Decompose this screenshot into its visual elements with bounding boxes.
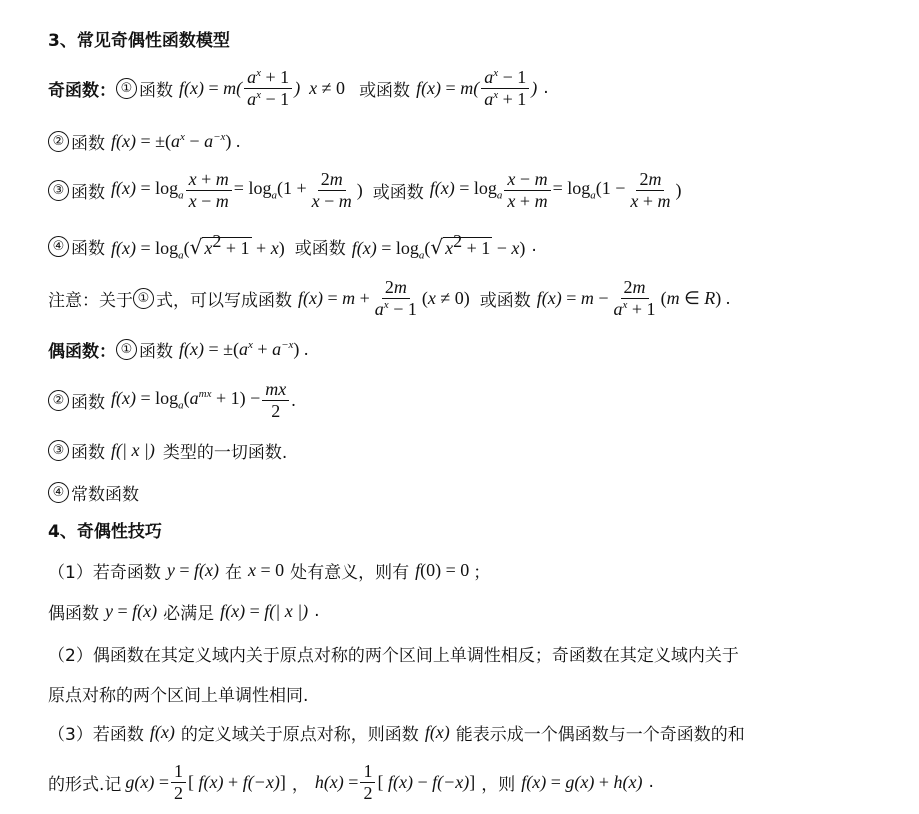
function-word: 函数 — [71, 238, 105, 259]
formula: $f(x) = \log_a(a^{mx} + 1)$ − — [111, 388, 261, 412]
tip-3-line-2 — [48, 760, 654, 804]
formula: [ f(x) + f(−x)] — [188, 771, 286, 792]
tip-text: 的定义域关于原点对称，则函数 — [180, 724, 419, 745]
formula: f(x) = f(| x |) — [220, 600, 309, 621]
formula: ) — [675, 179, 682, 200]
circled-number-1: ① — [116, 78, 137, 99]
period: . — [543, 78, 549, 98]
tip-3-line-1 — [48, 719, 745, 745]
formula: f(x) = g(x) + h(x) — [521, 771, 643, 792]
formula: g(x) = — [125, 771, 170, 792]
odd-function-item-1 — [48, 66, 549, 110]
fraction: $\frac{x - m}{x + m}$ — [504, 170, 550, 211]
fraction: $\frac{1}{2}$ — [171, 762, 186, 803]
fraction: $\frac{a^x + 1}{a^x - 1}$ — [244, 68, 292, 109]
formula: (m ∈ R) . — [660, 287, 731, 308]
tip-text: . — [314, 601, 320, 621]
formula: h(x) = — [314, 771, 359, 792]
even-function-item-1 — [48, 336, 308, 362]
formula: = $\log_a(1$ + — [233, 178, 307, 202]
odd-function-item-4 — [48, 232, 537, 260]
formula: = $\log_a(1$ − — [552, 178, 626, 202]
note-prefix: 注意：关于 — [48, 290, 133, 311]
even-function-item-2 — [48, 378, 296, 422]
fraction: $\frac{2m}{a^x + 1}$ — [613, 276, 656, 319]
circled-number-3: ③ — [48, 440, 69, 461]
odd-function-item-2 — [48, 128, 240, 154]
period: . — [531, 236, 537, 256]
even-function-label: 偶函数： — [48, 341, 116, 362]
tip-text: 在 — [224, 562, 242, 583]
formula: ) x ≠ 0 — [294, 77, 346, 98]
even-function-item-4 — [48, 479, 139, 505]
formula: f(x) = m( — [179, 77, 243, 98]
section-3-heading: 3、常见奇偶性函数模型 — [48, 31, 230, 51]
fraction: $\frac{2m}{a^x - 1}$ — [374, 276, 417, 319]
circled-number-4: ④ — [48, 482, 69, 503]
function-word: 函数 — [71, 182, 105, 203]
formula: f(x) = m − — [536, 287, 609, 308]
tip-2-line-2: 原点对称的两个区间上单调性相同. — [48, 685, 309, 706]
formula: $f(x) = \pm(a^x - a^{-x})$ . — [111, 130, 241, 151]
even-type-text: 类型的一切函数. — [162, 442, 288, 463]
formula: f(0) = 0 — [415, 559, 470, 580]
function-word: 函数 — [71, 442, 105, 463]
or-function-text: 或函数 — [294, 238, 346, 259]
odd-function-label: 奇函数： — [48, 80, 116, 101]
tip-text: 的形式.记 — [48, 774, 122, 795]
formula: $f(x) = \log_a(√$ $x^2 + 1 - x$) — [351, 230, 526, 262]
fraction: $\frac{1}{2}$ — [360, 762, 375, 803]
formula: . — [291, 389, 296, 410]
formula: $f(x) = \pm(a^x + a^{-x})$ . — [179, 338, 309, 359]
tip-1-line-2 — [48, 598, 320, 624]
function-word: 函数 — [139, 341, 173, 362]
formula: f(x) = m( — [416, 77, 480, 98]
odd-function-item-3 — [48, 168, 682, 212]
formula: f(| x |) — [111, 439, 155, 460]
formula: f(x) — [149, 721, 175, 742]
fraction: $\frac{a^x - 1}{a^x + 1}$ — [481, 68, 529, 109]
circled-number-3: ③ — [48, 180, 69, 201]
function-word: 函数 — [71, 392, 105, 413]
section-4-heading: 4、奇偶性技巧 — [48, 522, 162, 542]
formula: ) — [356, 179, 363, 200]
note-line — [48, 276, 730, 320]
formula: $f(x) = \log_a$ — [429, 178, 503, 202]
tip-text: （3）若函数 — [48, 724, 144, 745]
formula: $f(x) = \log_a$ — [111, 178, 184, 202]
tip-text: ，则 — [481, 774, 516, 795]
note-text: 式，可以写成函数 — [156, 290, 292, 311]
circled-number-2: ② — [48, 390, 69, 411]
tip-text: （1）若奇函数 — [48, 562, 161, 583]
fraction: $\frac{2m}{x + m}$ — [630, 168, 671, 211]
formula: y = f(x) — [105, 600, 158, 621]
formula: ) — [531, 77, 538, 98]
period: . — [648, 772, 654, 792]
tip-text: 偶函数 — [48, 603, 99, 624]
or-function-text: 或函数 — [372, 182, 424, 203]
tip-separator: ， — [291, 774, 309, 795]
circled-number-2: ② — [48, 131, 69, 152]
even-function-item-3 — [48, 437, 287, 463]
circled-number-1: ① — [116, 339, 137, 360]
or-function-text: 或函数 — [479, 290, 531, 311]
formula: f(x) = m + — [298, 287, 370, 308]
formula: [ f(x) − f(−x)] — [377, 771, 476, 792]
formula: x = 0 — [247, 559, 285, 580]
formula: y = f(x) — [166, 559, 219, 580]
formula: $f(x) = \log_a(√$ $x^2 + 1 + x$) — [111, 230, 285, 262]
function-word: 函数 — [71, 133, 105, 154]
constant-function-text: 常数函数 — [71, 484, 139, 505]
tip-1-line-1 — [48, 557, 490, 583]
tip-text: 能表示成一个偶函数与一个奇函数的和 — [455, 724, 745, 745]
formula: (x ≠ 0) — [421, 287, 470, 308]
fraction: $\frac{mx}{2}$ — [262, 380, 289, 421]
tip-text: ； — [473, 562, 491, 583]
circled-number-1: ① — [133, 288, 154, 309]
circled-number-4: ④ — [48, 236, 69, 257]
tip-2-line-1: （2）偶函数在其定义域内关于原点对称的两个区间上单调性相反；奇函数在其定义域内关于 — [48, 645, 739, 666]
tip-text: 处有意义，则有 — [290, 562, 410, 583]
fraction: $\frac{2m}{x - m}$ — [311, 168, 352, 211]
formula: f(x) — [424, 721, 450, 742]
or-function-text: 或函数 — [359, 80, 411, 101]
function-word: 函数 — [139, 80, 173, 101]
tip-text: 必满足 — [163, 603, 215, 624]
fraction: $\frac{x + m}{x - m}$ — [186, 170, 232, 211]
